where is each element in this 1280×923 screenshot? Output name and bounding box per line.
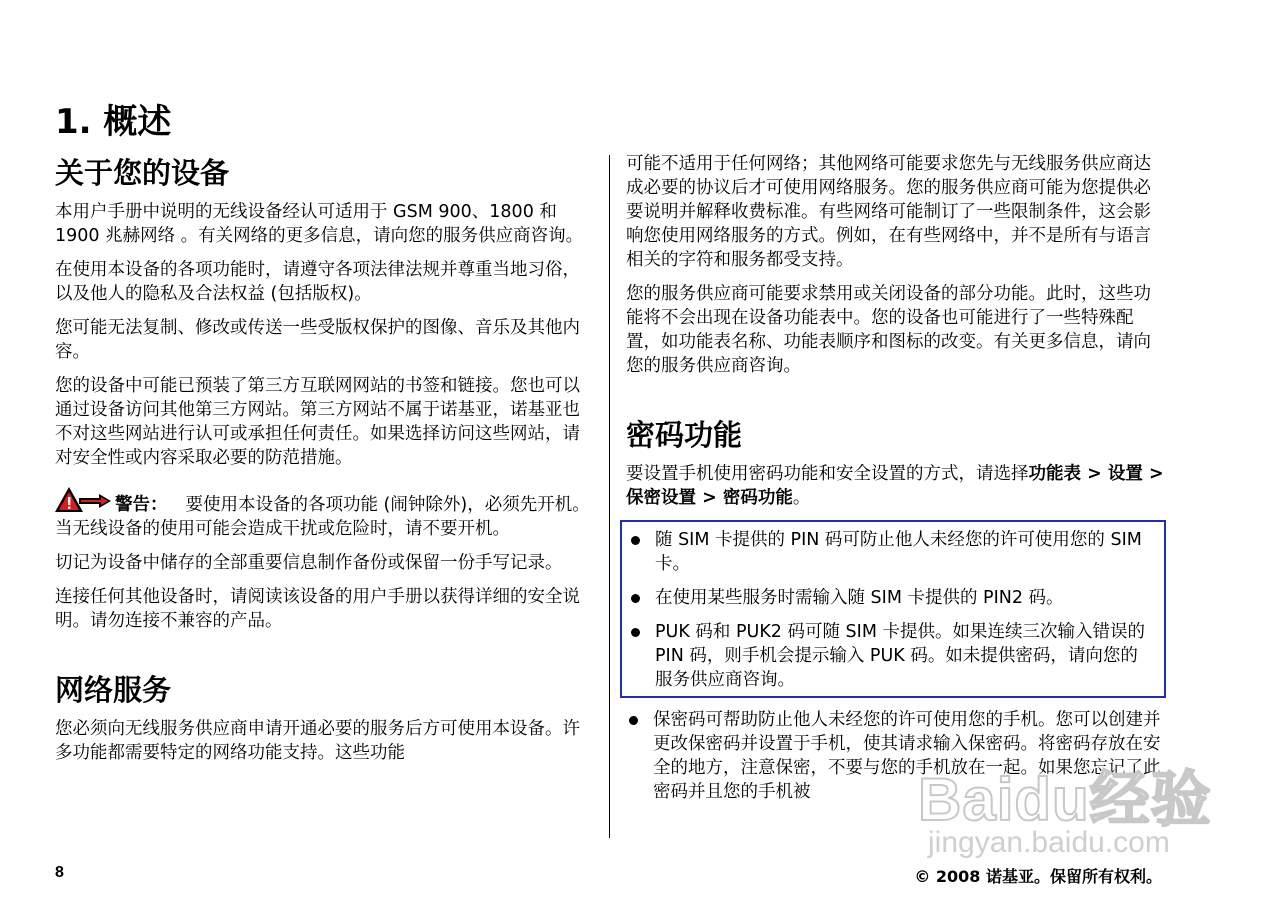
- connect-paragraph: 连接任何其他设备时，请阅读该设备的用户手册以获得详细的安全说明。请勿连接不兼容的产品。: [55, 587, 580, 631]
- page-number: 8: [55, 864, 64, 881]
- column-divider: [609, 155, 610, 838]
- network-services-heading: 网络服务: [55, 673, 172, 707]
- about-paragraph: 本用户手册中说明的无线设备经认可适用于 GSM 900、1800 和 1900 兆赫网络 。有关网络的更多信息，请向您的服务供应商咨询。: [55, 202, 584, 246]
- about-paragraph: 在使用本设备的各项功能时，请遵守各项法律法规并尊重当地习俗，以及他人的隐私及合法权益 (包括版权)。: [55, 260, 580, 304]
- chapter-title: 1. 概述: [55, 102, 172, 142]
- list-item: 在使用某些服务时需输入随 SIM 卡提供的 PIN2 码。: [628, 586, 1150, 610]
- about-paragraph: 您的设备中可能已预装了第三方互联网网站的书签和链接。您也可以通过设备访问其他第三方网站。第三方网站不属于诺基亚，诺基亚也不对这些网站进行认可或承担任何责任。如果选择访问这些网站，请对安全性或内容采取必要的防范措施。: [55, 376, 580, 468]
- password-features-heading: 密码功能: [626, 418, 743, 452]
- bullet-icon: [631, 536, 640, 545]
- list-item: 随 SIM 卡提供的 PIN 码可防止他人未经您的许可使用您的 SIM 卡。: [628, 528, 1150, 576]
- password-intro: 要设置手机使用密码功能和安全设置的方式，请选择功能表 > 设置 > 保密设置 > 密码功能。: [626, 464, 1164, 508]
- backup-paragraph: 切记为设备中储存的全部重要信息制作备份或保留一份手写记录。: [55, 553, 563, 573]
- left-column: [55, 150, 595, 775]
- watermark-url: jingyan.baidu.com: [928, 826, 1170, 859]
- network-continued-paragraph: 可能不适用于任何网络；其他网络可能要求您先与无线服务供应商达成必要的协议后才可使用网络服务。您的服务供应商可能为您提供必要说明并解释收费标准。有些网络可能制订了一些限制条件，这会影响您使用网络服务的方式。例如，在有些网络中，并不是所有与语言相关的字符和服务都受支持。: [626, 154, 1151, 270]
- warning-label: 警告：: [115, 495, 168, 515]
- bullet-icon: [631, 594, 640, 603]
- copyright: © 2008 诺基亚。保留所有权利。: [914, 867, 1162, 886]
- bullet-icon: [631, 628, 640, 637]
- watermark-brand: Baidu经验: [918, 766, 1212, 833]
- warning-hand-icon: [55, 486, 113, 514]
- about-paragraph: 您可能无法复制、修改或传送一些受版权保护的图像、音乐及其他内容。: [55, 318, 580, 362]
- menu-path: 功能表 > 设置 > 保密设置 > 密码功能: [626, 464, 1164, 508]
- warning-note: [55, 486, 595, 541]
- network-paragraph: 您必须向无线服务供应商申请开通必要的服务后方可使用本设备。许多功能都需要特定的网络功能支持。这些功能: [55, 719, 580, 763]
- list-item: PUK 码和 PUK2 码可随 SIM 卡提供。如果连续三次输入错误的 PIN 码，则手机会提示输入 PUK 码。如未提供密码，请向您的服务供应商咨询。: [628, 620, 1150, 692]
- highlight-box: [620, 520, 1166, 698]
- about-device-heading: 关于您的设备: [55, 156, 230, 190]
- network-continued-paragraph: 您的服务供应商可能要求禁用或关闭设备的部分功能。此时，这些功能将不会出现在设备功能表中。您的设备也可能进行了一些特殊配置，如功能表名称、功能表顺序和图标的改变。有关更多信息，请向您的服务供应商咨询。: [626, 284, 1151, 376]
- bullet-icon: [629, 716, 638, 725]
- right-column: [626, 152, 1166, 814]
- warning-text: 要使用本设备的各项功能 (闹钟除外)，必须先开机。当无线设备的使用可能会造成干扰或危险时，请不要开机。: [55, 495, 590, 539]
- list-item: 保密码可帮助防止他人未经您的许可使用您的手机。您可以创建并更改保密码并设置于手机，使其请求输入保密码。将密码存放在安全的地方，注意保密，不要与您的手机放在一起。如果您忘记了此密码并且您的手机被: [626, 708, 1166, 804]
